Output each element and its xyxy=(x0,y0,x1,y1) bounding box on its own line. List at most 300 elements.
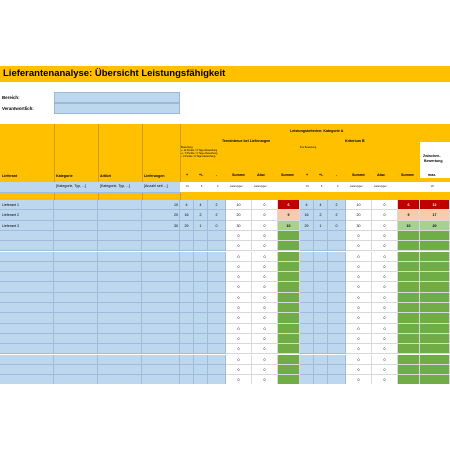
table-cell[interactable] xyxy=(142,293,180,303)
table-cell[interactable] xyxy=(328,334,346,344)
table-cell[interactable] xyxy=(54,324,98,334)
table-cell[interactable] xyxy=(328,355,346,365)
table-cell[interactable] xyxy=(0,355,54,365)
table-cell[interactable]: 0 xyxy=(226,313,252,323)
table-cell[interactable]: 29 xyxy=(180,221,194,231)
table-cell[interactable] xyxy=(278,252,300,262)
table-cell[interactable]: 0 xyxy=(226,355,252,365)
table-cell[interactable]: 0 xyxy=(252,375,278,384)
table-cell[interactable]: 30 xyxy=(346,221,372,231)
table-cell[interactable] xyxy=(98,282,142,292)
table-cell[interactable] xyxy=(0,303,54,313)
table-cell[interactable] xyxy=(54,303,98,313)
table-cell[interactable] xyxy=(398,252,420,262)
table-cell[interactable] xyxy=(300,365,314,375)
table-cell[interactable]: 0 xyxy=(252,313,278,323)
table-cell[interactable]: 12 xyxy=(420,200,450,210)
table-cell[interactable] xyxy=(314,231,328,241)
table-cell[interactable] xyxy=(398,272,420,282)
table-cell[interactable] xyxy=(328,272,346,282)
table-cell[interactable] xyxy=(0,313,54,323)
table-cell[interactable] xyxy=(194,375,208,384)
table-cell[interactable] xyxy=(328,262,346,272)
table-cell[interactable]: 0 xyxy=(372,221,398,231)
table-cell[interactable]: 1 xyxy=(314,221,328,231)
table-cell[interactable]: 10 xyxy=(142,200,180,210)
table-cell[interactable] xyxy=(142,282,180,292)
table-cell[interactable] xyxy=(54,231,98,241)
table-cell[interactable]: 0 xyxy=(372,200,398,210)
table-cell[interactable]: 2 xyxy=(328,210,346,220)
table-cell[interactable]: 0 xyxy=(372,365,398,375)
table-cell[interactable] xyxy=(98,272,142,282)
table-cell[interactable]: 0 xyxy=(252,241,278,251)
table-cell[interactable]: 10 xyxy=(226,200,252,210)
table-cell[interactable] xyxy=(194,365,208,375)
table-cell[interactable] xyxy=(300,375,314,384)
table-cell[interactable] xyxy=(54,355,98,365)
table-cell[interactable] xyxy=(142,252,180,262)
table-cell[interactable]: 0 xyxy=(346,355,372,365)
table-cell[interactable] xyxy=(180,313,194,323)
table-cell[interactable] xyxy=(208,262,226,272)
table-cell[interactable]: 0 xyxy=(372,282,398,292)
table-cell[interactable] xyxy=(208,293,226,303)
table-cell[interactable] xyxy=(142,303,180,313)
table-cell[interactable] xyxy=(180,272,194,282)
table-cell[interactable] xyxy=(278,282,300,292)
table-cell[interactable] xyxy=(142,334,180,344)
table-cell[interactable] xyxy=(0,272,54,282)
table-cell[interactable] xyxy=(208,324,226,334)
table-cell[interactable]: 0 xyxy=(346,334,372,344)
table-cell[interactable]: 0 xyxy=(226,272,252,282)
table-cell[interactable] xyxy=(278,262,300,272)
table-cell[interactable]: 0 xyxy=(226,344,252,354)
table-cell[interactable] xyxy=(98,334,142,344)
table-cell[interactable]: 0 xyxy=(346,365,372,375)
verantwortlich-input[interactable] xyxy=(54,103,180,114)
table-cell[interactable]: 4 xyxy=(180,200,194,210)
table-cell[interactable] xyxy=(180,375,194,384)
table-cell[interactable] xyxy=(194,252,208,262)
table-cell[interactable]: 0 xyxy=(252,303,278,313)
table-cell[interactable]: 2 xyxy=(208,210,226,220)
table-cell[interactable] xyxy=(194,282,208,292)
table-cell[interactable] xyxy=(420,231,450,241)
table-cell[interactable] xyxy=(314,272,328,282)
table-cell[interactable]: 0 xyxy=(346,344,372,354)
table-cell[interactable] xyxy=(194,293,208,303)
table-cell[interactable] xyxy=(54,334,98,344)
table-cell[interactable] xyxy=(328,375,346,384)
table-cell[interactable]: 6 xyxy=(278,200,300,210)
table-cell[interactable] xyxy=(142,355,180,365)
table-cell[interactable]: 10 xyxy=(346,200,372,210)
table-cell[interactable] xyxy=(0,344,54,354)
table-cell[interactable] xyxy=(420,365,450,375)
table-cell[interactable]: Lieferant 2 xyxy=(0,210,54,220)
table-cell[interactable] xyxy=(300,303,314,313)
table-cell[interactable]: 2 xyxy=(314,210,328,220)
table-cell[interactable] xyxy=(0,231,54,241)
table-cell[interactable] xyxy=(208,313,226,323)
table-cell[interactable] xyxy=(314,262,328,272)
table-cell[interactable] xyxy=(208,241,226,251)
table-cell[interactable]: 0 xyxy=(252,293,278,303)
table-cell[interactable] xyxy=(300,282,314,292)
table-cell[interactable]: 1 xyxy=(194,221,208,231)
table-cell[interactable] xyxy=(98,241,142,251)
table-cell[interactable] xyxy=(0,262,54,272)
table-cell[interactable] xyxy=(54,252,98,262)
table-cell[interactable] xyxy=(0,375,54,384)
table-cell[interactable] xyxy=(180,334,194,344)
table-cell[interactable] xyxy=(0,252,54,262)
table-cell[interactable] xyxy=(398,231,420,241)
table-cell[interactable] xyxy=(328,241,346,251)
table-cell[interactable] xyxy=(398,262,420,272)
table-cell[interactable] xyxy=(398,303,420,313)
table-cell[interactable] xyxy=(328,293,346,303)
table-cell[interactable] xyxy=(98,375,142,384)
table-cell[interactable] xyxy=(420,241,450,251)
table-cell[interactable] xyxy=(142,272,180,282)
table-cell[interactable]: 0 xyxy=(372,252,398,262)
table-cell[interactable] xyxy=(180,324,194,334)
table-cell[interactable] xyxy=(0,241,54,251)
table-cell[interactable]: 0 xyxy=(252,324,278,334)
table-cell[interactable] xyxy=(208,355,226,365)
table-cell[interactable] xyxy=(98,355,142,365)
table-cell[interactable] xyxy=(328,365,346,375)
table-cell[interactable] xyxy=(314,241,328,251)
table-cell[interactable] xyxy=(54,344,98,354)
table-cell[interactable] xyxy=(300,313,314,323)
table-cell[interactable] xyxy=(0,365,54,375)
table-cell[interactable] xyxy=(208,365,226,375)
table-cell[interactable]: 4 xyxy=(194,200,208,210)
bereich-input[interactable] xyxy=(54,92,180,103)
table-cell[interactable] xyxy=(194,262,208,272)
table-cell[interactable]: 0 xyxy=(346,252,372,262)
table-cell[interactable] xyxy=(98,252,142,262)
table-cell[interactable] xyxy=(194,313,208,323)
table-cell[interactable] xyxy=(314,313,328,323)
table-cell[interactable] xyxy=(208,375,226,384)
table-cell[interactable] xyxy=(300,252,314,262)
table-cell[interactable] xyxy=(314,282,328,292)
table-cell[interactable]: 2 xyxy=(208,200,226,210)
table-cell[interactable] xyxy=(328,324,346,334)
table-cell[interactable]: 0 xyxy=(226,231,252,241)
table-cell[interactable] xyxy=(314,355,328,365)
table-cell[interactable] xyxy=(278,272,300,282)
table-cell[interactable]: 0 xyxy=(208,221,226,231)
table-cell[interactable] xyxy=(142,344,180,354)
table-cell[interactable]: 30 xyxy=(226,221,252,231)
table-cell[interactable] xyxy=(0,334,54,344)
table-cell[interactable] xyxy=(0,324,54,334)
table-cell[interactable]: 0 xyxy=(226,262,252,272)
table-cell[interactable] xyxy=(98,313,142,323)
table-cell[interactable] xyxy=(314,303,328,313)
table-cell[interactable] xyxy=(278,231,300,241)
table-cell[interactable] xyxy=(420,282,450,292)
table-cell[interactable] xyxy=(54,262,98,272)
table-cell[interactable]: 0 xyxy=(346,293,372,303)
table-cell[interactable] xyxy=(54,365,98,375)
table-cell[interactable]: 0 xyxy=(346,313,372,323)
table-cell[interactable] xyxy=(98,262,142,272)
table-cell[interactable] xyxy=(420,313,450,323)
table-cell[interactable]: 0 xyxy=(252,252,278,262)
table-cell[interactable]: 0 xyxy=(346,272,372,282)
table-cell[interactable] xyxy=(398,355,420,365)
table-cell[interactable] xyxy=(278,334,300,344)
table-cell[interactable]: 0 xyxy=(372,334,398,344)
table-cell[interactable]: 20 xyxy=(226,210,252,220)
table-cell[interactable]: 20 xyxy=(420,221,450,231)
table-cell[interactable] xyxy=(142,231,180,241)
table-cell[interactable] xyxy=(98,221,142,231)
table-cell[interactable] xyxy=(398,293,420,303)
table-cell[interactable] xyxy=(420,303,450,313)
table-cell[interactable] xyxy=(54,313,98,323)
table-cell[interactable] xyxy=(194,303,208,313)
table-cell[interactable] xyxy=(180,344,194,354)
table-cell[interactable]: 0 xyxy=(226,303,252,313)
table-cell[interactable]: 0 xyxy=(372,313,398,323)
table-cell[interactable] xyxy=(398,375,420,384)
table-cell[interactable]: 16 xyxy=(300,210,314,220)
table-cell[interactable] xyxy=(278,324,300,334)
table-cell[interactable] xyxy=(278,344,300,354)
table-cell[interactable]: 4 xyxy=(314,200,328,210)
table-cell[interactable] xyxy=(398,344,420,354)
table-cell[interactable] xyxy=(180,282,194,292)
table-cell[interactable] xyxy=(328,344,346,354)
table-cell[interactable]: 0 xyxy=(252,355,278,365)
table-cell[interactable] xyxy=(420,262,450,272)
table-cell[interactable] xyxy=(278,375,300,384)
table-cell[interactable] xyxy=(180,231,194,241)
table-cell[interactable] xyxy=(208,303,226,313)
table-cell[interactable]: 0 xyxy=(372,231,398,241)
table-cell[interactable]: 20 xyxy=(346,210,372,220)
table-cell[interactable]: Lieferant 1 xyxy=(0,200,54,210)
table-cell[interactable] xyxy=(98,365,142,375)
table-cell[interactable]: 16 xyxy=(180,210,194,220)
table-cell[interactable]: 0 xyxy=(226,282,252,292)
table-cell[interactable]: 0 xyxy=(226,365,252,375)
table-cell[interactable] xyxy=(208,334,226,344)
table-cell[interactable] xyxy=(180,262,194,272)
table-cell[interactable]: 0 xyxy=(372,272,398,282)
table-cell[interactable] xyxy=(98,344,142,354)
table-cell[interactable]: 0 xyxy=(226,375,252,384)
table-cell[interactable] xyxy=(142,241,180,251)
table-cell[interactable] xyxy=(314,252,328,262)
table-cell[interactable] xyxy=(420,272,450,282)
table-cell[interactable] xyxy=(142,365,180,375)
table-cell[interactable] xyxy=(208,272,226,282)
table-cell[interactable] xyxy=(300,272,314,282)
table-cell[interactable] xyxy=(54,282,98,292)
table-cell[interactable] xyxy=(420,344,450,354)
table-cell[interactable] xyxy=(54,210,98,220)
table-cell[interactable] xyxy=(314,324,328,334)
table-cell[interactable] xyxy=(54,375,98,384)
table-cell[interactable]: 0 xyxy=(346,241,372,251)
table-cell[interactable] xyxy=(194,231,208,241)
table-cell[interactable] xyxy=(300,355,314,365)
table-cell[interactable]: 0 xyxy=(346,231,372,241)
table-cell[interactable] xyxy=(194,272,208,282)
table-cell[interactable]: 0 xyxy=(372,303,398,313)
table-cell[interactable] xyxy=(180,241,194,251)
table-cell[interactable] xyxy=(194,324,208,334)
table-cell[interactable]: 0 xyxy=(252,272,278,282)
table-cell[interactable] xyxy=(398,365,420,375)
table-cell[interactable] xyxy=(0,282,54,292)
table-cell[interactable] xyxy=(398,282,420,292)
table-cell[interactable] xyxy=(54,272,98,282)
table-cell[interactable] xyxy=(420,355,450,365)
table-cell[interactable] xyxy=(278,293,300,303)
table-cell[interactable] xyxy=(314,375,328,384)
table-cell[interactable] xyxy=(278,313,300,323)
table-cell[interactable] xyxy=(208,252,226,262)
table-cell[interactable]: 0 xyxy=(252,231,278,241)
table-cell[interactable] xyxy=(180,293,194,303)
table-cell[interactable]: 10 xyxy=(398,221,420,231)
table-cell[interactable]: 30 xyxy=(142,221,180,231)
table-cell[interactable]: 0 xyxy=(226,241,252,251)
table-cell[interactable] xyxy=(208,231,226,241)
table-cell[interactable] xyxy=(314,365,328,375)
table-cell[interactable]: 9 xyxy=(398,210,420,220)
table-cell[interactable] xyxy=(300,231,314,241)
table-cell[interactable] xyxy=(300,262,314,272)
table-cell[interactable] xyxy=(98,293,142,303)
table-cell[interactable]: 0 xyxy=(346,282,372,292)
table-cell[interactable]: 6 xyxy=(398,200,420,210)
table-cell[interactable]: 0 xyxy=(252,344,278,354)
table-cell[interactable]: 0 xyxy=(372,375,398,384)
table-cell[interactable]: 0 xyxy=(346,303,372,313)
table-cell[interactable]: Lieferant 3 xyxy=(0,221,54,231)
table-cell[interactable]: 0 xyxy=(252,334,278,344)
table-cell[interactable] xyxy=(420,334,450,344)
table-cell[interactable]: 0 xyxy=(252,282,278,292)
table-cell[interactable] xyxy=(300,334,314,344)
table-cell[interactable] xyxy=(54,293,98,303)
table-cell[interactable]: 0 xyxy=(226,293,252,303)
table-cell[interactable]: 0 xyxy=(372,355,398,365)
table-cell[interactable]: 0 xyxy=(372,324,398,334)
table-cell[interactable] xyxy=(278,355,300,365)
table-cell[interactable] xyxy=(208,344,226,354)
table-cell[interactable]: 0 xyxy=(372,241,398,251)
table-cell[interactable]: 17 xyxy=(420,210,450,220)
table-cell[interactable]: 2 xyxy=(328,200,346,210)
table-cell[interactable]: 0 xyxy=(328,221,346,231)
table-cell[interactable] xyxy=(398,241,420,251)
table-cell[interactable] xyxy=(300,344,314,354)
table-cell[interactable]: 20 xyxy=(142,210,180,220)
table-cell[interactable]: 9 xyxy=(278,210,300,220)
table-cell[interactable] xyxy=(98,200,142,210)
table-cell[interactable]: 0 xyxy=(346,324,372,334)
table-cell[interactable] xyxy=(328,282,346,292)
table-cell[interactable]: 0 xyxy=(372,344,398,354)
table-cell[interactable] xyxy=(194,334,208,344)
table-cell[interactable] xyxy=(98,231,142,241)
table-cell[interactable] xyxy=(314,334,328,344)
table-cell[interactable] xyxy=(180,303,194,313)
table-cell[interactable] xyxy=(300,241,314,251)
table-cell[interactable]: 0 xyxy=(372,262,398,272)
table-cell[interactable]: 29 xyxy=(300,221,314,231)
table-cell[interactable]: 0 xyxy=(226,324,252,334)
table-cell[interactable] xyxy=(54,221,98,231)
table-cell[interactable]: 0 xyxy=(252,262,278,272)
table-cell[interactable] xyxy=(142,375,180,384)
table-cell[interactable] xyxy=(194,241,208,251)
table-cell[interactable] xyxy=(98,210,142,220)
table-cell[interactable] xyxy=(98,324,142,334)
table-cell[interactable] xyxy=(142,262,180,272)
table-cell[interactable] xyxy=(300,293,314,303)
table-cell[interactable] xyxy=(314,293,328,303)
table-cell[interactable] xyxy=(398,324,420,334)
table-cell[interactable] xyxy=(420,252,450,262)
table-cell[interactable] xyxy=(278,303,300,313)
table-cell[interactable]: 2 xyxy=(194,210,208,220)
table-cell[interactable] xyxy=(180,252,194,262)
table-cell[interactable] xyxy=(54,200,98,210)
table-cell[interactable] xyxy=(0,293,54,303)
table-cell[interactable] xyxy=(420,375,450,384)
table-cell[interactable]: 0 xyxy=(372,210,398,220)
table-cell[interactable] xyxy=(328,252,346,262)
table-cell[interactable] xyxy=(300,324,314,334)
table-cell[interactable] xyxy=(328,303,346,313)
table-cell[interactable]: 0 xyxy=(372,293,398,303)
table-cell[interactable]: 0 xyxy=(252,221,278,231)
table-cell[interactable] xyxy=(420,293,450,303)
table-cell[interactable]: 0 xyxy=(346,262,372,272)
table-cell[interactable] xyxy=(398,313,420,323)
table-cell[interactable] xyxy=(142,324,180,334)
table-cell[interactable] xyxy=(98,303,142,313)
table-cell[interactable] xyxy=(278,241,300,251)
table-cell[interactable] xyxy=(278,365,300,375)
table-cell[interactable] xyxy=(314,344,328,354)
table-cell[interactable] xyxy=(194,355,208,365)
table-cell[interactable]: 0 xyxy=(346,375,372,384)
table-cell[interactable] xyxy=(328,313,346,323)
table-cell[interactable]: 0 xyxy=(226,334,252,344)
table-cell[interactable] xyxy=(420,324,450,334)
table-cell[interactable] xyxy=(208,282,226,292)
table-cell[interactable]: 0 xyxy=(252,210,278,220)
table-cell[interactable]: 0 xyxy=(252,200,278,210)
table-cell[interactable] xyxy=(328,231,346,241)
table-cell[interactable] xyxy=(180,355,194,365)
table-cell[interactable]: 0 xyxy=(226,252,252,262)
